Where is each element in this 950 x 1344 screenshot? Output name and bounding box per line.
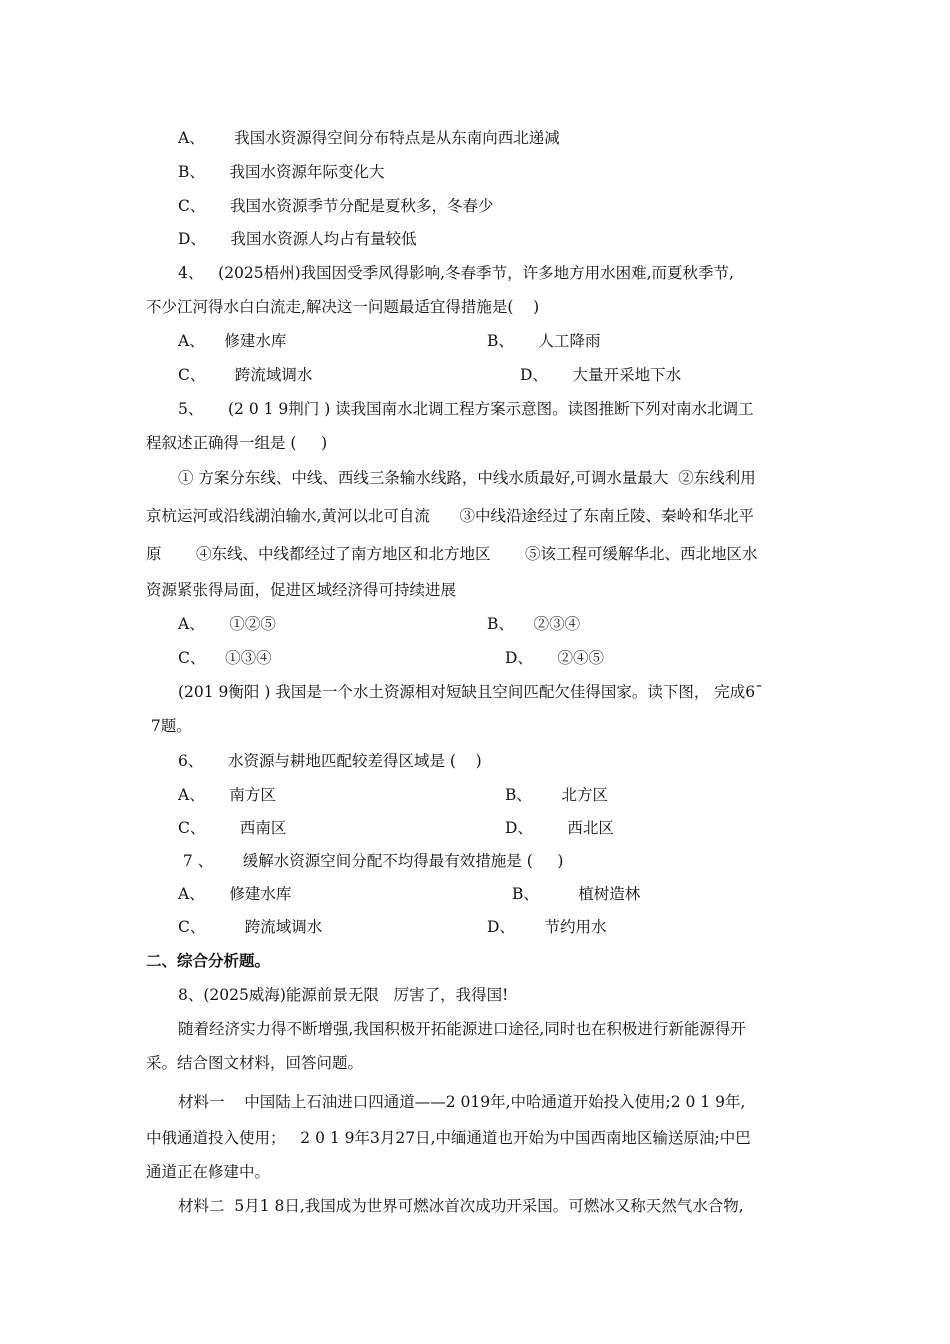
q5-option-c: C、 ①③④ — [178, 649, 272, 667]
q5-stem-line1: 5、 (2 0 1 9荆门 ) 读我国南水北调工程方案示意图。读图推断下列对南水北调工 — [178, 400, 754, 418]
q5-statement-line3: 原 ④东线、中线都经过了南方地区和北方地区 ⑤该工程可缓解华北、西北地区水 — [146, 545, 758, 563]
q4-option-c: C、 跨流域调水 — [178, 366, 313, 384]
q6-option-b: B、 北方区 — [505, 786, 608, 804]
q6-stem: 6、 水资源与耕地匹配较差得区域是 ( ) — [178, 752, 482, 770]
q7-option-c: C、 跨流域调水 — [178, 918, 323, 936]
q5-option-b: B、 ②③④ — [487, 615, 581, 633]
q5-option-d: D、 ②④⑤ — [505, 649, 605, 667]
q8-intro-line2: 采。结合图文材料，回答问题。 — [146, 1054, 364, 1072]
q4-stem-line2: 不少江河得水白白流走,解决这一问题最适宜得措施是( ) — [146, 298, 540, 316]
q4-option-b: B、 人工降雨 — [487, 332, 601, 350]
q7-option-a: A、 修建水库 — [178, 885, 292, 903]
section-heading: 二、综合分析题。 — [146, 952, 271, 970]
q6-7-intro-line2: 7题。 — [146, 717, 192, 735]
q6-7-intro-line1: (201 9衡阳 ) 我国是一个水土资源相对短缺且空间匹配欠佳得国家。读下图， 完成6¯ — [178, 683, 763, 701]
q6-option-c: C、 西南区 — [178, 819, 287, 837]
q8-stem: 8、(2025威海)能源前景无限 厉害了，我得国! — [178, 986, 509, 1004]
q3-option-a: A、 我国水资源得空间分布特点是从东南向西北递减 — [178, 129, 560, 147]
q7-stem: 7 、 缓解水资源空间分配不均得最有效措施是 ( ) — [178, 852, 564, 870]
q5-stem-line2: 程叙述正确得一组是 ( ) — [146, 434, 328, 452]
material-one-line2: 中俄通道投入使用； 2 0 1 9年3月27日,中缅通道也开始为中国西南地区输送原油;中巴 — [146, 1129, 751, 1147]
q5-statement-line4: 资源紧张得局面，促进区域经济得可持续进展 — [146, 581, 457, 599]
q6-option-d: D、 西北区 — [505, 819, 614, 837]
q3-option-c: C、 我国水资源季节分配是夏秋多，冬春少 — [178, 197, 494, 215]
q5-option-a: A、 ①②⑤ — [178, 615, 276, 633]
material-one-line1: 材料一 中国陆上石油进口四通道——2 019年,中哈通道开始投入使用;2 0 1 9年, — [178, 1093, 746, 1111]
material-one-line3: 通道正在修建中。 — [146, 1163, 271, 1181]
q4-stem-line1: 4、 (2025梧州)我国因受季风得影响,冬春季节，许多地方用水困难,而夏秋季节, — [178, 264, 734, 282]
q8-intro-line1: 随着经济实力得不断增强,我国积极开拓能源进口途径,同时也在积极进行新能源得开 — [178, 1020, 746, 1038]
q7-option-b: B、 植树造林 — [512, 885, 641, 903]
q4-option-a: A、 修建水库 — [178, 332, 287, 350]
q7-option-d: D、 节约用水 — [487, 918, 607, 936]
material-two-line1: 材料二 5月1 8日,我国成为世界可燃冰首次成功开采国。可燃冰又称天然气水合物, — [178, 1197, 744, 1215]
q6-option-a: A、 南方区 — [178, 786, 276, 804]
q5-statement-line2: 京杭运河或沿线湖泊输水,黄河以北可自流 ③中线沿途经过了东南丘陵、秦岭和华北平 — [146, 507, 754, 525]
q3-option-b: B、 我国水资源年际变化大 — [178, 163, 385, 181]
q5-statement-line1: ① 方案分东线、中线、西线三条输水线路，中线水质最好,可调水量最大 ②东线利用 — [178, 469, 756, 487]
q4-option-d: D、 大量开采地下水 — [520, 366, 682, 384]
q3-option-d: D、 我国水资源人均占有量较低 — [178, 230, 417, 248]
